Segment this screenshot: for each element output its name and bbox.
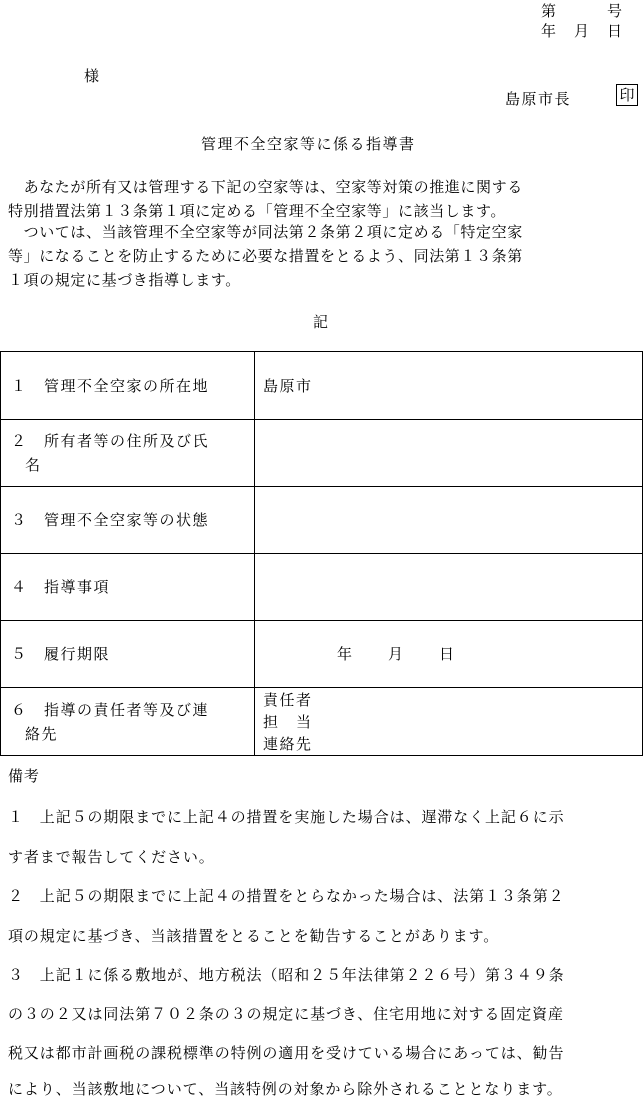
row-label-deadline: ５ 履行期限 bbox=[1, 621, 255, 688]
row-label-owner bbox=[1, 420, 255, 487]
row-label-location: １ 管理不全空家の所在地 bbox=[1, 352, 255, 420]
addressee-suffix: 様 bbox=[84, 67, 100, 85]
row-value-contact[interactable] bbox=[255, 688, 643, 756]
note-3-line-4: により、当該敷地について、当該特例の対象から除外されることとなります。 bbox=[8, 1080, 563, 1098]
row-label-guidance: ４ 指導事項 bbox=[1, 554, 255, 621]
table-row bbox=[1, 487, 643, 554]
notes-heading: 備考 bbox=[8, 767, 40, 785]
table-row bbox=[1, 554, 643, 621]
row-value-location[interactable]: 島原市 bbox=[255, 352, 643, 420]
contact-responsible: 責任者 bbox=[263, 690, 313, 709]
note-3-line-2: の３の２又は同法第７０２条の３の規定に基づき、住宅用地に対する固定資産 bbox=[8, 1005, 564, 1023]
note-3-line-3: 税又は都市計画税の課税標準の特例の適用を受けている場合にあっては、勧告 bbox=[8, 1044, 565, 1062]
body-line: 特別措置法第１３条第１項に定める「管理不全空家等」に該当します。 bbox=[8, 202, 507, 220]
issuer-name: 島原市長 bbox=[505, 90, 572, 108]
note-3-line-1: ３ 上記１に係る敷地が、地方税法（昭和２５年法律第２２６号）第３４９条 bbox=[8, 966, 565, 984]
row-label-contact bbox=[1, 688, 255, 756]
row-value-condition[interactable] bbox=[255, 487, 643, 554]
body-line: ついては、当該管理不全空家等が同法第２条第２項に定める「特定空家 bbox=[8, 223, 523, 241]
seal-mark: 印 bbox=[616, 84, 638, 106]
row-value-deadline[interactable]: 年 月 日 bbox=[255, 621, 643, 688]
table-row bbox=[1, 688, 643, 756]
body-line: 等」になることを防止するために必要な措置をとるよう、同法第１３条第 bbox=[8, 247, 523, 265]
body-line: あなたが所有又は管理する下記の空家等は、空家等対策の推進に関する bbox=[8, 178, 523, 196]
label-line: 名 bbox=[25, 456, 42, 474]
document-title: 管理不全空家等に係る指導書 bbox=[201, 135, 416, 153]
details-table bbox=[0, 351, 643, 756]
table-row bbox=[1, 420, 643, 487]
label-line: ６ 指導の責任者等及び連 bbox=[11, 700, 210, 719]
row-value-guidance[interactable] bbox=[255, 554, 643, 621]
contact-phone: 連絡先 bbox=[263, 734, 313, 753]
body-paragraph-2 bbox=[8, 220, 644, 292]
table-row bbox=[1, 621, 643, 688]
note-2-line-2: 項の規定に基づき、当該措置をとることを勧告することがあります。 bbox=[8, 927, 500, 945]
label-line: ２ 所有者等の住所及び氏 bbox=[11, 432, 210, 450]
note-2-line-1: ２ 上記５の期限までに上記４の措置をとらなかった場合は、法第１３条第２ bbox=[8, 887, 565, 905]
note-1-line-2: す者まで報告してください。 bbox=[8, 848, 215, 866]
ki-heading: 記 bbox=[313, 313, 329, 331]
contact-staff: 担 当 bbox=[263, 712, 313, 731]
table-row bbox=[1, 352, 643, 420]
label-line: 絡先 bbox=[25, 724, 59, 743]
body-paragraph-1 bbox=[8, 175, 644, 223]
document-number: 第 号 bbox=[541, 2, 624, 20]
document-date: 年 月 日 bbox=[541, 22, 624, 40]
body-line: １項の規定に基づき指導します。 bbox=[8, 271, 241, 289]
row-label-condition: ３ 管理不全空家等の状態 bbox=[1, 487, 255, 554]
note-1-line-1: １ 上記５の期限までに上記４の措置を実施した場合は、遅滞なく上記６に示 bbox=[8, 808, 565, 826]
row-value-owner[interactable] bbox=[255, 420, 643, 487]
